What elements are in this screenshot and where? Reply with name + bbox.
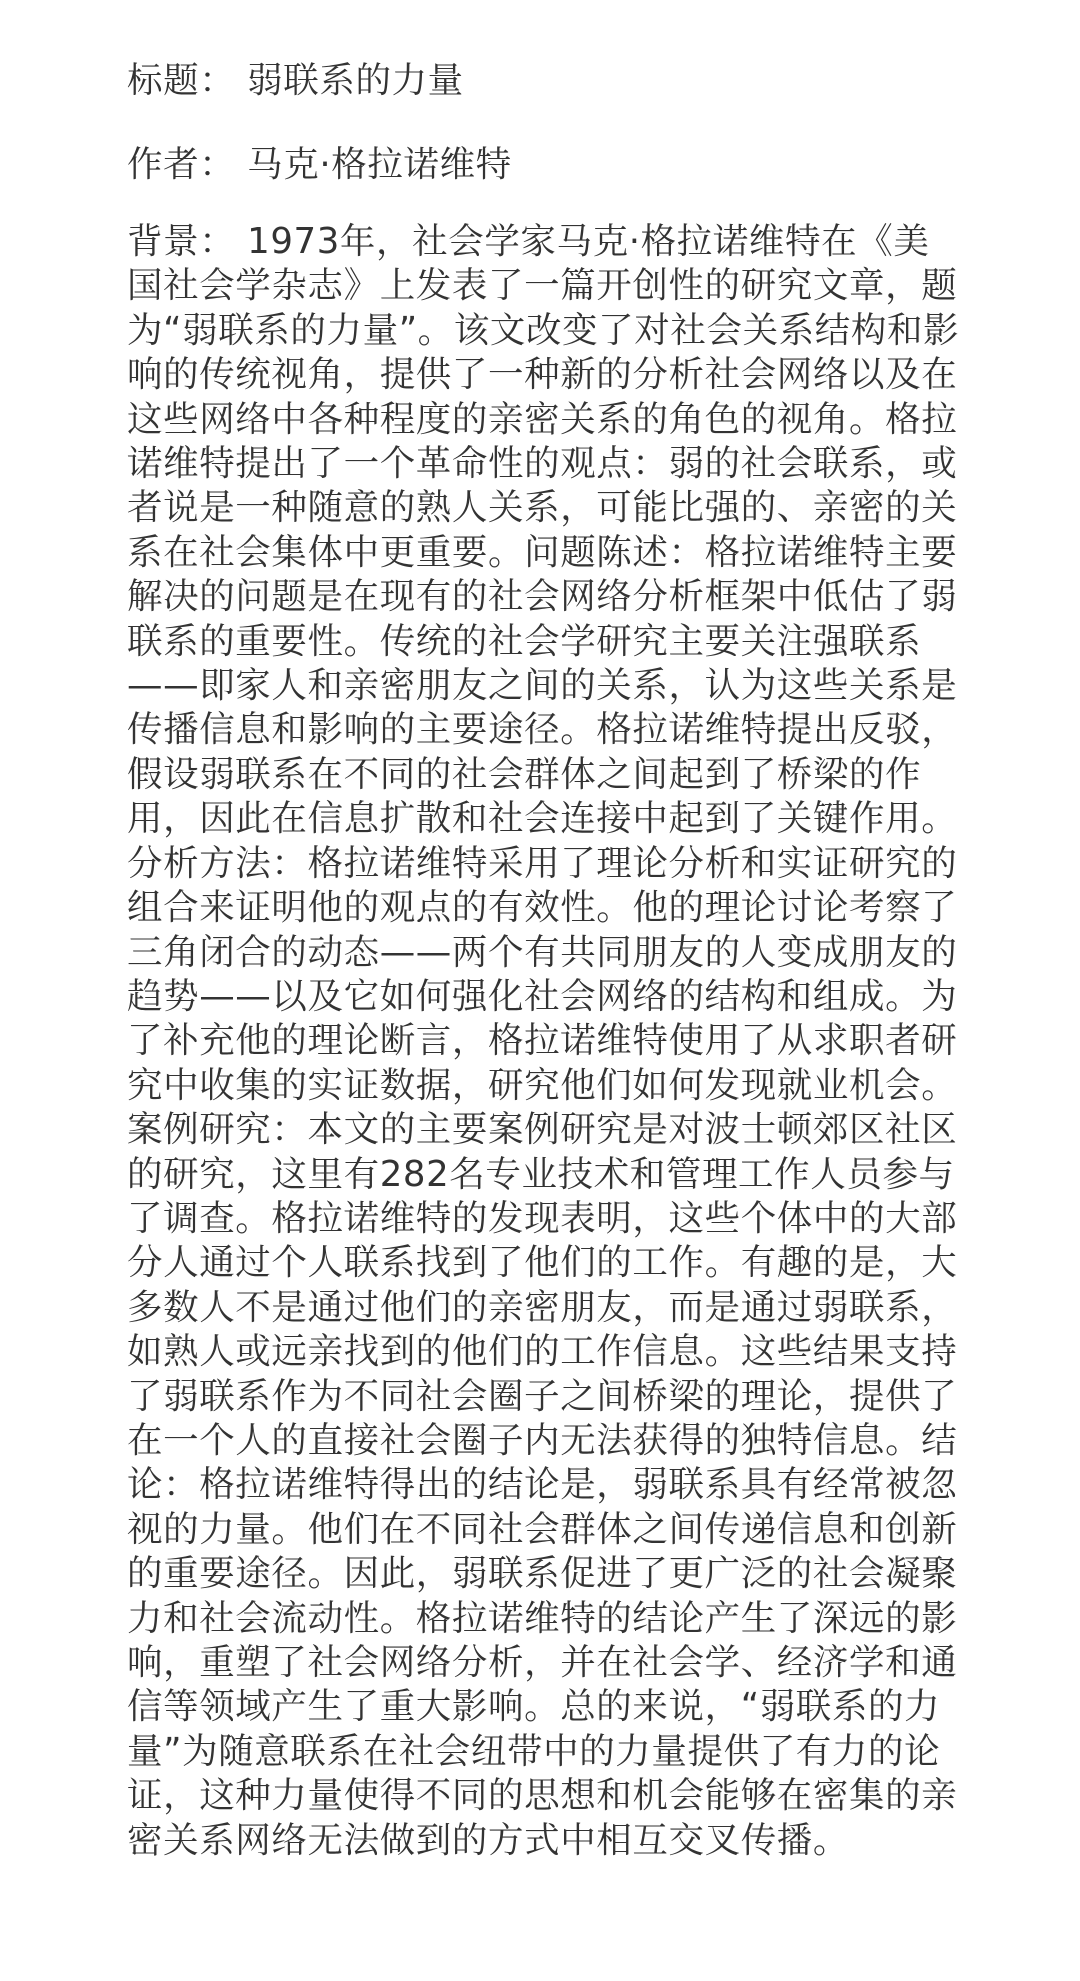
background-paragraph: 背景： 1973年，社会学家马克·格拉诺维特在《美国社会学杂志》上发表了一篇开创性的研究文章，题为“弱联系的力量”。该文改变了对社会关系结构和影响的传统视角，提供了一种新的分析社会网络以及在这些网络中各种程度的亲密关系的角色的视角。格拉诺维特提出了一个革命性的观点：弱的社会联系，或者说是一种随意的熟人关系，可能比强的、亲密的关系在社会集体中更重要。问题陈述：格拉诺维特主要解决的问题是在现有的社会网络分析框架中低估了弱联系的重要性。传统的社会学研究主要关注强联系——即家人和亲密朋友之间的关系，认为这些关系是传播信息和影响的主要途径。格拉诺维特提出反驳，假设弱联系在不同的社会群体之间起到了桥梁的作用，因此在信息扩散和社会连接中起到了关键作用。分析方法：格拉诺维特采用了理论分析和实证研究的组合来证明他的观点的有效性。他的理论讨论考察了三角闭合的动态——两个有共同朋友的人变成朋友的趋势——以及它如何强化社会网络的结构和组成。为了补充他的理论断言，格拉诺维特使用了从求职者研究中收集的实证数据，研究他们如何发现就业机会。案例研究：本文的主要案例研究是对波士顿郊区社区的研究，这里有282名专业技术和管理工作人员参与了调查。格拉诺维特的发现表明，这些个体中的大部分人通过个人联系找到了他们的工作。有趣的是，大多数人不是通过他们的亲密朋友，而是通过弱联系，如熟人或远亲找到的他们的工作信息。这些结果支持了弱联系作为不同社会圈子之间桥梁的理论，提供了在一个人的直接社会圈子内无法获得的独特信息。结论：格拉诺维特得出的结论是，弱联系具有经常被忽视的力量。他们在不同社会群体之间传递信息和创新的重要途径。因此，弱联系促进了更广泛的社会凝聚力和社会流动性。格拉诺维特的结论产生了深远的影响，重塑了社会网络分析，并在社会学、经济学和通信等领域产生了重大影响。总的来说，“弱联系的力量”为随意联系在社会纽带中的力量提供了有力的论证，这种力量使得不同的思想和机会能够在密集的亲密关系网络无法做到的方式中相互交叉传播。 xyxy=(127,221,960,1861)
title-line: 标题： 弱联系的力量 xyxy=(127,60,464,101)
author-line: 作者： 马克·格拉诺维特 xyxy=(127,144,512,185)
document xyxy=(127,52,967,1863)
